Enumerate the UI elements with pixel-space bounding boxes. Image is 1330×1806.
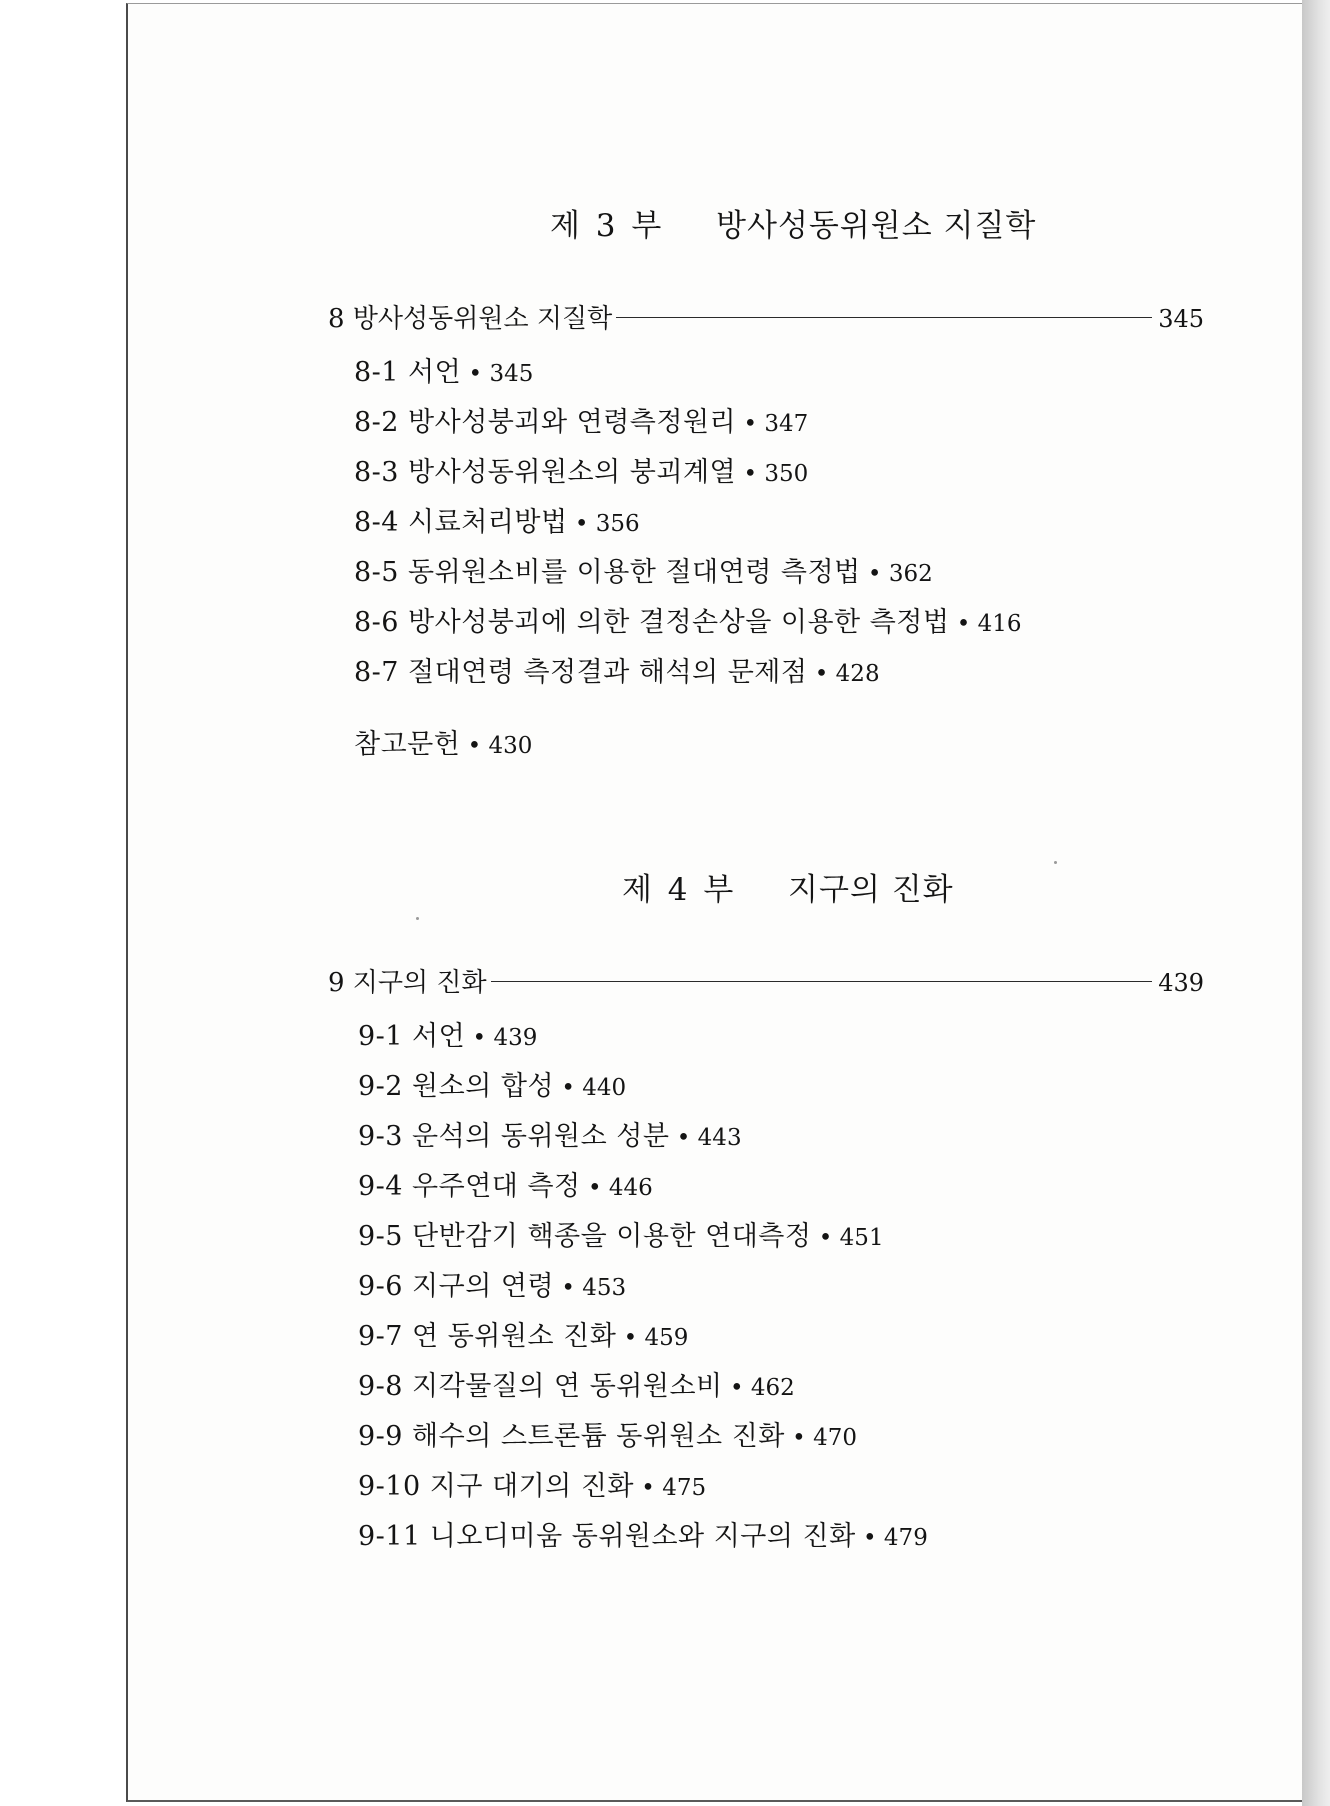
- toc-separator: •: [616, 1325, 645, 1351]
- toc-entry-page: 462: [750, 1375, 795, 1401]
- toc-entry-text: 참고문헌: [354, 729, 461, 760]
- toc-entry-text: 9-4 우주연대 측정: [358, 1171, 581, 1202]
- toc-separator: •: [784, 1425, 814, 1451]
- chapter-8-page: 345: [1158, 305, 1204, 333]
- toc-entry-9-1: [358, 1014, 537, 1053]
- toc-entry-8-3: [354, 450, 808, 489]
- toc-entry-text: 9-6 지구의 연령: [358, 1271, 555, 1302]
- toc-separator: •: [567, 511, 596, 537]
- toc-entry-text: 8-5 동위원소비를 이용한 절대연령 측정법: [354, 557, 861, 588]
- toc-entry-text: 8-7 절대연령 측정결과 해석의 문제점: [354, 657, 808, 688]
- toc-entry-page: 451: [839, 1225, 884, 1251]
- toc-entry-9-11: [358, 1514, 928, 1553]
- toc-entry-page: 428: [835, 661, 880, 687]
- toc-entry-8-6: [354, 600, 1022, 639]
- toc-separator: •: [554, 1275, 583, 1301]
- toc-entry-8-4: [354, 500, 640, 539]
- scan-left-margin: [0, 0, 126, 1806]
- toc-entry-9-3: [358, 1114, 742, 1153]
- toc-entry-page: 443: [697, 1125, 742, 1151]
- toc-separator: •: [949, 611, 978, 637]
- scan-speck: [1054, 861, 1057, 864]
- toc-entry-page: 470: [813, 1425, 857, 1451]
- part-4-name: 지구의 진화: [788, 872, 954, 908]
- toc-entry-page: 453: [582, 1275, 627, 1301]
- toc-separator: •: [633, 1475, 663, 1501]
- toc-entry-page: 459: [644, 1325, 689, 1351]
- toc-separator: •: [722, 1375, 751, 1401]
- toc-entry-page: 347: [764, 411, 809, 437]
- toc-separator: •: [855, 1525, 884, 1551]
- toc-separator: •: [860, 561, 889, 587]
- part-4-heading: [622, 864, 954, 909]
- toc-entry-8-5: [354, 550, 933, 589]
- toc-entry-text: 9-11 니오디미움 동위원소와 지구의 진화: [358, 1521, 856, 1552]
- toc-entry-9-7: [358, 1314, 688, 1353]
- toc-separator: •: [736, 461, 765, 487]
- toc-entry-9-2: [358, 1064, 626, 1103]
- toc-separator: •: [736, 411, 765, 437]
- toc-entry-page: 479: [883, 1525, 928, 1551]
- toc-separator: •: [461, 361, 490, 387]
- toc-separator: •: [807, 661, 836, 687]
- toc-entry-references: [354, 722, 532, 761]
- toc-entry-9-10: [358, 1464, 706, 1503]
- toc-separator: •: [811, 1225, 840, 1251]
- toc-entry-text: 9-10 지구 대기의 진화: [358, 1471, 634, 1502]
- chapter-8-title: 8 방사성동위원소 지질학: [328, 304, 613, 334]
- toc-entry-text: 8-1 서언: [354, 357, 462, 388]
- toc-entry-9-4: [358, 1164, 653, 1203]
- toc-entry-text: 8-4 시료처리방법: [354, 507, 568, 538]
- toc-entry-page: 356: [595, 511, 640, 537]
- toc-entry-9-5: [358, 1214, 884, 1253]
- toc-entry-text: 8-6 방사성붕괴에 의한 결정손상을 이용한 측정법: [354, 607, 950, 638]
- part-4-label: 제 4 부: [622, 872, 737, 908]
- toc-entry-8-7: [354, 650, 880, 689]
- toc-entry-page: 362: [888, 561, 933, 587]
- toc-entry-text: 9-7 연 동위원소 진화: [358, 1321, 617, 1352]
- toc-entry-text: 9-5 단반감기 핵종을 이용한 연대측정: [358, 1221, 812, 1252]
- toc-entry-9-6: [358, 1264, 626, 1303]
- part-3-name: 방사성동위원소 지질학: [716, 208, 1037, 244]
- page-edge-shadow: [1302, 0, 1330, 1806]
- toc-entry-9-9: [358, 1414, 857, 1453]
- chapter-8-row: [328, 298, 1204, 338]
- toc-entry-text: 8-3 방사성동위원소의 붕괴계열: [354, 457, 737, 488]
- toc-entry-text: 8-2 방사성붕괴와 연령측정원리: [354, 407, 737, 438]
- toc-entry-text: 9-2 원소의 합성: [358, 1071, 555, 1102]
- toc-entry-page: 439: [493, 1025, 538, 1051]
- part-3-label: 제 3 부: [550, 208, 665, 244]
- toc-entry-page: 440: [582, 1075, 627, 1101]
- toc-entry-text: 9-8 지각물질의 연 동위원소비: [358, 1371, 723, 1402]
- toc-entry-page: 446: [608, 1175, 653, 1201]
- chapter-9-row: [328, 962, 1204, 1002]
- chapter-8-leader-line: [616, 317, 1152, 318]
- toc-entry-8-2: [354, 400, 808, 439]
- toc-entry-page: 430: [488, 733, 533, 759]
- toc-entry-page: 345: [489, 361, 534, 387]
- toc-entry-9-8: [358, 1364, 795, 1403]
- toc-separator: •: [554, 1075, 583, 1101]
- chapter-9-leader-line: [491, 981, 1153, 982]
- toc-entry-text: 9-3 운석의 동위원소 성분: [358, 1121, 670, 1152]
- toc-entry-8-1: [354, 350, 533, 389]
- toc-entry-text: 9-9 해수의 스트론튬 동위원소 진화: [358, 1421, 785, 1452]
- toc-entry-page: 350: [764, 461, 809, 487]
- part-3-heading: [550, 200, 1036, 245]
- toc-separator: •: [669, 1125, 698, 1151]
- toc-entry-text: 9-1 서언: [358, 1021, 466, 1052]
- scan-speck: [416, 917, 419, 920]
- toc-separator: •: [465, 1025, 494, 1051]
- toc-entry-page: 416: [977, 611, 1022, 637]
- toc-separator: •: [460, 733, 489, 759]
- chapter-9-page: 439: [1158, 969, 1204, 997]
- toc-entry-page: 475: [662, 1475, 707, 1501]
- toc-separator: •: [580, 1175, 609, 1201]
- chapter-9-title: 9 지구의 진화: [328, 968, 487, 998]
